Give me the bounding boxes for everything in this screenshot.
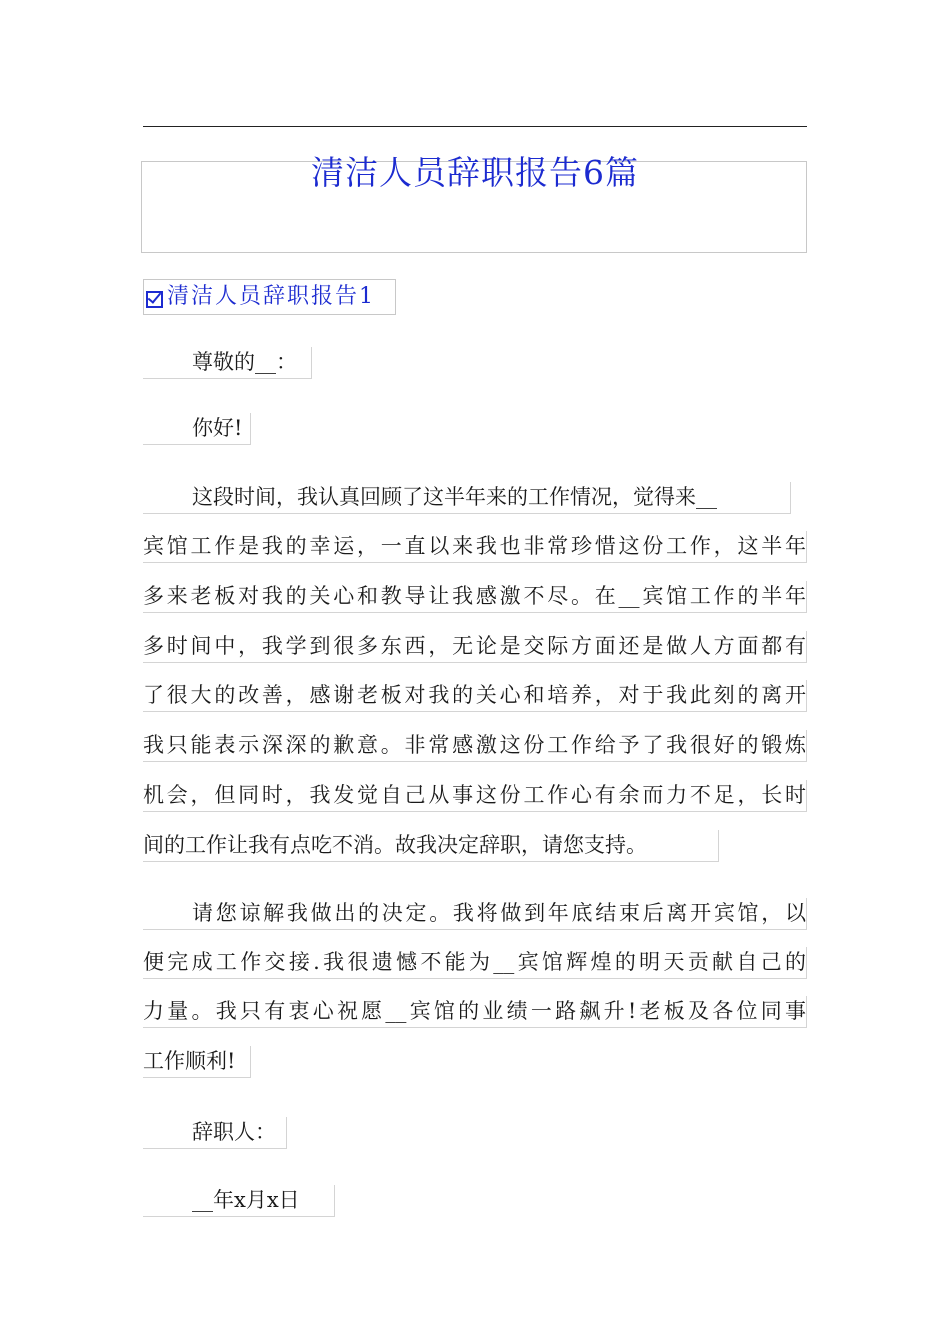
greeting: 你好! [143, 413, 251, 445]
section-heading-text: 清洁人员辞职报告1 [167, 284, 375, 309]
paragraph-line: 了很大的改善，感谢老板对我的关心和培养，对于我此刻的离开 [143, 680, 807, 712]
document-title: 清洁人员辞职报告6篇 [311, 153, 639, 192]
checkbox-icon [146, 291, 163, 308]
paragraph-line: 机会，但同时，我发觉自己从事这份工作心有余而力不足，长时 [143, 780, 807, 812]
paragraph-line: 多来老板对我的关心和教导让我感激不尽。在__宾馆工作的半年 [143, 581, 807, 613]
salutation: 尊敬的__： [143, 347, 312, 379]
paragraph-line: 力量。我只有衷心祝愿__宾馆的业绩一路飙升!老板及各位同事 [143, 996, 807, 1028]
header-rule [143, 126, 807, 127]
paragraph-line: 工作顺利! [143, 1046, 251, 1078]
date-line: __年x月x日 [143, 1185, 335, 1217]
paragraph-line: 这段时间，我认真回顾了这半年来的工作情况，觉得来__ [143, 482, 791, 514]
paragraph-line: 便完成工作交接.我很遗憾不能为__宾馆辉煌的明天贡献自己的 [143, 947, 807, 979]
paragraph-line: 多时间中，我学到很多东西，无论是交际方面还是做人方面都有 [143, 631, 807, 663]
signature-label: 辞职人： [143, 1117, 287, 1149]
paragraph-line: 请您谅解我做出的决定。我将做到年底结束后离开宾馆，以 [143, 898, 807, 930]
section-heading [143, 279, 396, 315]
paragraph-line: 间的工作让我有点吃不消。故我决定辞职，请您支持。 [143, 830, 719, 862]
paragraph-line: 我只能表示深深的歉意。非常感激这份工作给予了我很好的锻炼 [143, 730, 807, 762]
paragraph-line: 宾馆工作是我的幸运，一直以来我也非常珍惜这份工作，这半年 [143, 531, 807, 563]
